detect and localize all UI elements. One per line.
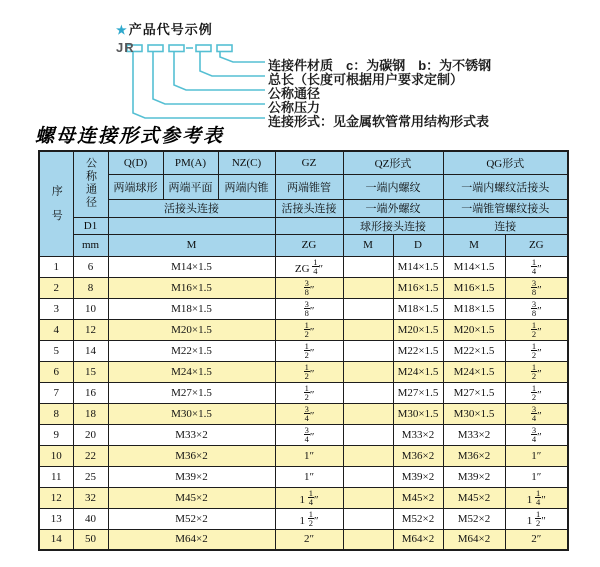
cell-m: M20×1.5 bbox=[108, 319, 275, 340]
header-form-pm: PM(A) bbox=[163, 151, 218, 174]
cell-dn: 12 bbox=[73, 319, 108, 340]
table-row bbox=[39, 424, 568, 445]
cell-m: M18×1.5 bbox=[108, 298, 275, 319]
cell-qg-zg: 2″ bbox=[505, 529, 568, 550]
header-unit-qz-m: M bbox=[343, 234, 393, 256]
table-row bbox=[39, 319, 568, 340]
header-unit-qg-m: M bbox=[443, 234, 505, 256]
cell-qz-d: M20×1.5 bbox=[393, 319, 443, 340]
cell-qz-d: M16×1.5 bbox=[393, 277, 443, 298]
table-row bbox=[39, 382, 568, 403]
cell-qg-m: M20×1.5 bbox=[443, 319, 505, 340]
cell-dn: 16 bbox=[73, 382, 108, 403]
cell-gz-zg: $\frac{1}{2}$ ″ bbox=[275, 382, 343, 403]
cell-gz-zg: $\frac{1}{2}$ ″ bbox=[275, 319, 343, 340]
cell-qz-m bbox=[343, 340, 393, 361]
cell-qg-zg: $\frac{3}{4}$ ″ bbox=[505, 424, 568, 445]
cell-qg-m: M39×2 bbox=[443, 466, 505, 487]
cell-dn: 22 bbox=[73, 445, 108, 466]
legend-title bbox=[116, 19, 213, 38]
header-dn: 公称通径 bbox=[73, 151, 108, 217]
header-unit-m: M bbox=[108, 234, 275, 256]
cell-qz-d: M22×1.5 bbox=[393, 340, 443, 361]
cell-qg-m: M33×2 bbox=[443, 424, 505, 445]
cell-dn: 18 bbox=[73, 403, 108, 424]
code-box-4 bbox=[196, 45, 211, 52]
nut-connection-reference-table bbox=[38, 150, 569, 551]
cell-qg-zg: 1 $\frac{1}{4}$ ″ bbox=[505, 487, 568, 508]
cell-gz-zg: 1″ bbox=[275, 466, 343, 487]
cell-seq: 10 bbox=[39, 445, 73, 466]
cell-qz-m bbox=[343, 529, 393, 550]
cell-qz-m bbox=[343, 256, 393, 277]
cell-dn: 20 bbox=[73, 424, 108, 445]
cell-dn: 8 bbox=[73, 277, 108, 298]
cell-qg-m: M36×2 bbox=[443, 445, 505, 466]
table-row bbox=[39, 508, 568, 529]
cell-m: M45×2 bbox=[108, 487, 275, 508]
cell-m: M33×2 bbox=[108, 424, 275, 445]
cell-dn: 50 bbox=[73, 529, 108, 550]
cell-qz-d: M18×1.5 bbox=[393, 298, 443, 319]
cell-seq: 8 bbox=[39, 403, 73, 424]
cell-qg-zg: $\frac{3}{8}$ ″ bbox=[505, 298, 568, 319]
cell-qz-d: M27×1.5 bbox=[393, 382, 443, 403]
cell-seq: 11 bbox=[39, 466, 73, 487]
table-row bbox=[39, 487, 568, 508]
star-icon: ★ bbox=[116, 23, 128, 37]
cell-qz-m bbox=[343, 487, 393, 508]
cell-seq: 4 bbox=[39, 319, 73, 340]
cell-qg-zg: $\frac{1}{2}$ ″ bbox=[505, 319, 568, 340]
cell-qz-m bbox=[343, 445, 393, 466]
cell-seq: 9 bbox=[39, 424, 73, 445]
cell-seq: 7 bbox=[39, 382, 73, 403]
cell-m: M24×1.5 bbox=[108, 361, 275, 382]
cell-gz-zg: $\frac{3}{4}$ ″ bbox=[275, 424, 343, 445]
legend-label-diameter: 公称通径 bbox=[268, 86, 321, 101]
cell-m: M52×2 bbox=[108, 508, 275, 529]
cell-gz-zg: $\frac{3}{8}$ ″ bbox=[275, 277, 343, 298]
header-conn2-qz: 球形接头连接 bbox=[343, 217, 443, 234]
cell-qg-zg: $\frac{3}{4}$ ″ bbox=[505, 403, 568, 424]
legend-label-connection: 连接形式：见金属软管常用结构形式表 bbox=[268, 114, 490, 129]
callout-line-4 bbox=[153, 52, 265, 104]
table-row bbox=[39, 529, 568, 550]
header-empty-gz bbox=[275, 217, 343, 234]
cell-qg-m: M16×1.5 bbox=[443, 277, 505, 298]
cell-seq: 1 bbox=[39, 256, 73, 277]
header-desc-qz: 一端内螺纹 bbox=[343, 174, 443, 199]
cell-qg-m: M30×1.5 bbox=[443, 403, 505, 424]
cell-qz-m bbox=[343, 508, 393, 529]
table-body bbox=[39, 256, 568, 550]
header-form-qz: QZ形式 bbox=[343, 151, 443, 174]
cell-m: M27×1.5 bbox=[108, 382, 275, 403]
cell-m: M16×1.5 bbox=[108, 277, 275, 298]
cell-gz-zg: 1 $\frac{1}{4}$ ″ bbox=[275, 487, 343, 508]
cell-dn: 6 bbox=[73, 256, 108, 277]
header-mm: mm bbox=[73, 234, 108, 256]
header-unit-gz-zg: ZG bbox=[275, 234, 343, 256]
cell-qg-m: M18×1.5 bbox=[443, 298, 505, 319]
cell-dn: 40 bbox=[73, 508, 108, 529]
legend-label-pressure: 公称压力 bbox=[268, 100, 321, 115]
code-box-3 bbox=[169, 45, 184, 52]
cell-qz-m bbox=[343, 424, 393, 445]
table-row bbox=[39, 277, 568, 298]
header-desc-pm: 两端平面 bbox=[163, 174, 218, 199]
legend-label-length: 总长（长度可根据用户要求定制） bbox=[268, 72, 464, 87]
table-title: 螺母连接形式参考表 bbox=[35, 126, 225, 147]
header-conn-qg: 一端锥管螺纹接头 bbox=[443, 199, 568, 217]
cell-gz-zg: 2″ bbox=[275, 529, 343, 550]
table-row bbox=[39, 361, 568, 382]
cell-qg-m: M45×2 bbox=[443, 487, 505, 508]
cell-qz-d: M39×2 bbox=[393, 466, 443, 487]
cell-qz-m bbox=[343, 298, 393, 319]
table-row bbox=[39, 340, 568, 361]
cell-qg-zg: 1″ bbox=[505, 445, 568, 466]
table-header bbox=[39, 151, 568, 256]
header-unit-qz-d: D bbox=[393, 234, 443, 256]
cell-gz-zg: 1″ bbox=[275, 445, 343, 466]
cell-qg-zg: $\frac{3}{8}$ ″ bbox=[505, 277, 568, 298]
cell-seq: 12 bbox=[39, 487, 73, 508]
cell-qz-m bbox=[343, 466, 393, 487]
cell-qg-m: M24×1.5 bbox=[443, 361, 505, 382]
header-desc-qg: 一端内螺纹活接头 bbox=[443, 174, 568, 199]
cell-seq: 14 bbox=[39, 529, 73, 550]
table-row bbox=[39, 256, 568, 277]
cell-qz-m bbox=[343, 319, 393, 340]
cell-gz-zg: ZG $\frac{1}{4}$ ″ bbox=[275, 256, 343, 277]
header-desc-nz: 两端内锥 bbox=[218, 174, 275, 199]
header-form-gz: GZ bbox=[275, 151, 343, 174]
header-d1: D1 bbox=[73, 217, 108, 234]
cell-seq: 2 bbox=[39, 277, 73, 298]
cell-qz-m bbox=[343, 361, 393, 382]
cell-qg-m: M52×2 bbox=[443, 508, 505, 529]
cell-qg-m: M27×1.5 bbox=[443, 382, 505, 403]
header-form-qg: QG形式 bbox=[443, 151, 568, 174]
cell-seq: 13 bbox=[39, 508, 73, 529]
cell-gz-zg: $\frac{1}{2}$ ″ bbox=[275, 340, 343, 361]
header-unit-qg-zg: ZG bbox=[505, 234, 568, 256]
cell-qz-m bbox=[343, 403, 393, 424]
cell-qg-zg: $\frac{1}{4}$ ″ bbox=[505, 256, 568, 277]
cell-qg-zg: $\frac{1}{2}$ ″ bbox=[505, 382, 568, 403]
cell-qz-d: M24×1.5 bbox=[393, 361, 443, 382]
header-empty-left bbox=[108, 217, 275, 234]
cell-gz-zg: 1 $\frac{1}{2}$ ″ bbox=[275, 508, 343, 529]
table-row bbox=[39, 466, 568, 487]
cell-gz-zg: $\frac{3}{8}$ ″ bbox=[275, 298, 343, 319]
callout-line-2 bbox=[200, 52, 265, 76]
header-desc-gz: 两端锥管 bbox=[275, 174, 343, 199]
cell-qz-m bbox=[343, 382, 393, 403]
cell-qz-d: M30×1.5 bbox=[393, 403, 443, 424]
cell-qg-m: M14×1.5 bbox=[443, 256, 505, 277]
header-conn2-qg: 连接 bbox=[443, 217, 568, 234]
header-form-q: Q(D) bbox=[108, 151, 163, 174]
cell-dn: 32 bbox=[73, 487, 108, 508]
cell-m: M30×1.5 bbox=[108, 403, 275, 424]
cell-m: M64×2 bbox=[108, 529, 275, 550]
cell-gz-zg: $\frac{1}{2}$ ″ bbox=[275, 361, 343, 382]
header-conn-left: 活接头连接 bbox=[108, 199, 275, 217]
cell-seq: 6 bbox=[39, 361, 73, 382]
header-form-nz: NZ(C) bbox=[218, 151, 275, 174]
callout-line-3 bbox=[174, 52, 265, 90]
cell-m: M22×1.5 bbox=[108, 340, 275, 361]
cell-qz-d: M36×2 bbox=[393, 445, 443, 466]
legend-title-text: 产品代号示例 bbox=[128, 22, 213, 37]
table-row bbox=[39, 403, 568, 424]
header-desc-q: 两端球形 bbox=[108, 174, 163, 199]
cell-qz-m bbox=[343, 277, 393, 298]
cell-qz-d: M64×2 bbox=[393, 529, 443, 550]
cell-qz-d: M33×2 bbox=[393, 424, 443, 445]
cell-qg-zg: $\frac{1}{2}$ ″ bbox=[505, 340, 568, 361]
cell-seq: 3 bbox=[39, 298, 73, 319]
cell-gz-zg: $\frac{3}{4}$ ″ bbox=[275, 403, 343, 424]
cell-seq: 5 bbox=[39, 340, 73, 361]
cell-qg-zg: 1″ bbox=[505, 466, 568, 487]
cell-qg-m: M22×1.5 bbox=[443, 340, 505, 361]
cell-dn: 15 bbox=[73, 361, 108, 382]
cell-qz-d: M14×1.5 bbox=[393, 256, 443, 277]
legend-label-material: 连接件材质 c：为碳钢 b：为不锈钢 bbox=[268, 58, 492, 73]
header-conn-gz: 活接头连接 bbox=[275, 199, 343, 217]
product-code-prefix: JR bbox=[116, 40, 135, 55]
cell-m: M39×2 bbox=[108, 466, 275, 487]
cell-dn: 14 bbox=[73, 340, 108, 361]
cell-qz-d: M52×2 bbox=[393, 508, 443, 529]
cell-m: M36×2 bbox=[108, 445, 275, 466]
cell-qg-zg: $\frac{1}{2}$ ″ bbox=[505, 361, 568, 382]
cell-qz-d: M45×2 bbox=[393, 487, 443, 508]
cell-qg-zg: 1 $\frac{1}{2}$ ″ bbox=[505, 508, 568, 529]
header-seq: 序号 bbox=[39, 151, 73, 256]
callout-line-1 bbox=[220, 52, 265, 62]
cell-m: M14×1.5 bbox=[108, 256, 275, 277]
cell-qg-m: M64×2 bbox=[443, 529, 505, 550]
table-row bbox=[39, 445, 568, 466]
code-box-5 bbox=[217, 45, 232, 52]
code-box-2 bbox=[148, 45, 163, 52]
header-conn-qz: 一端外螺纹 bbox=[343, 199, 443, 217]
table-row bbox=[39, 298, 568, 319]
cell-dn: 10 bbox=[73, 298, 108, 319]
cell-dn: 25 bbox=[73, 466, 108, 487]
